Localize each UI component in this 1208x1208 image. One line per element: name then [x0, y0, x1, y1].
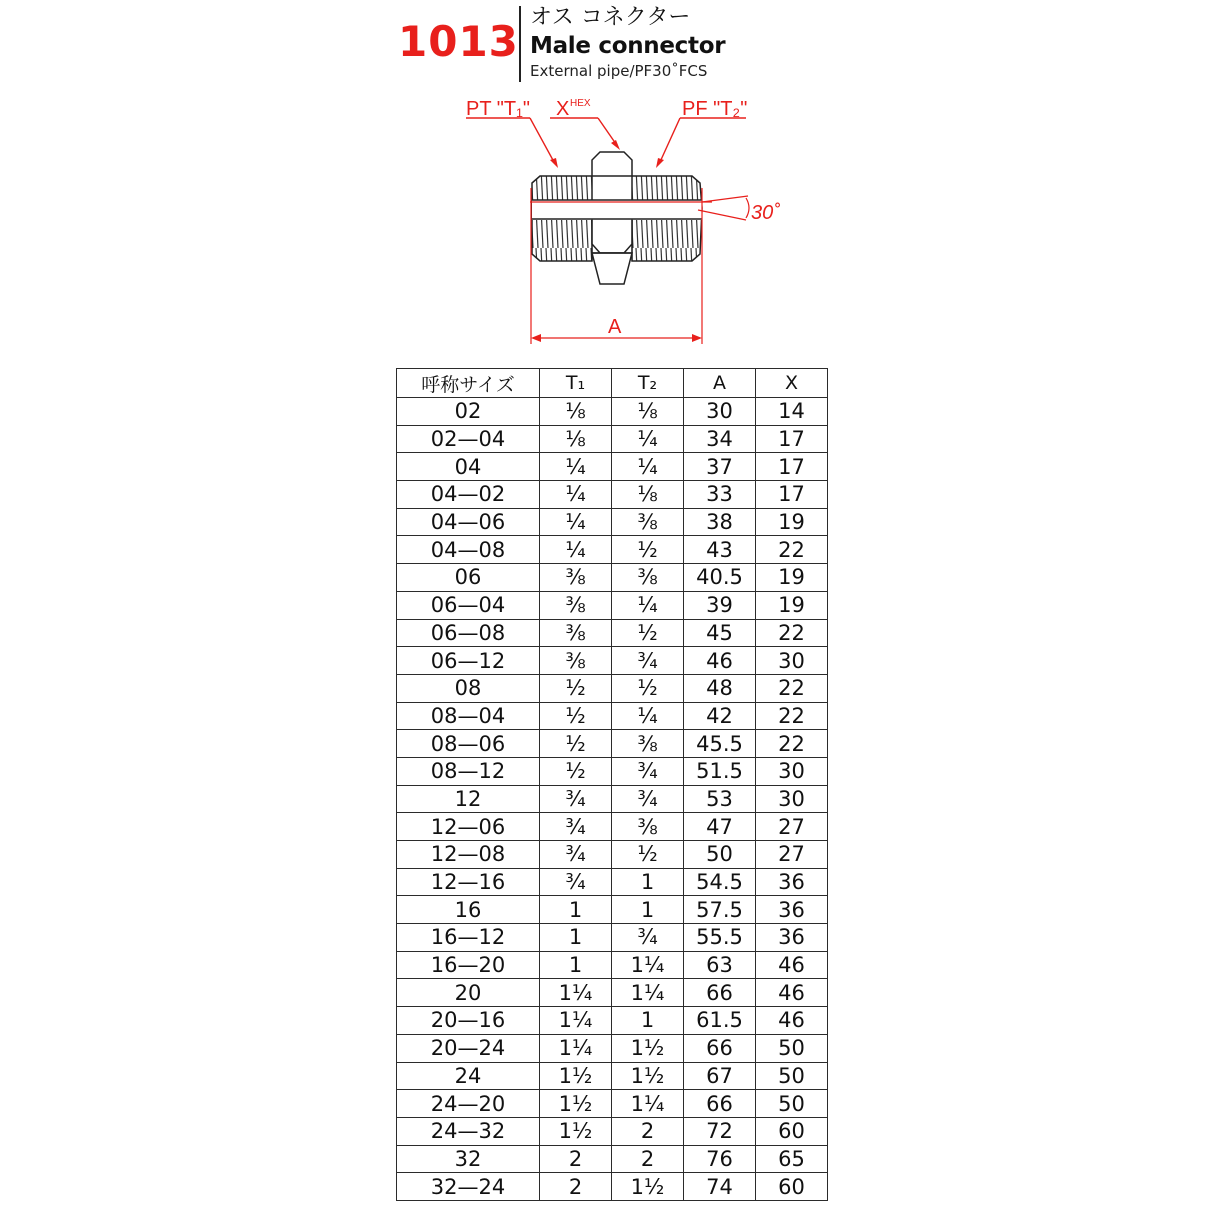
fitting-body: [532, 152, 702, 284]
a-cell: 30: [684, 398, 756, 426]
table-row: [397, 896, 828, 924]
t1-cell: ¼: [540, 536, 612, 564]
a-cell: 40.5: [684, 564, 756, 592]
size-cell: 12—08: [397, 841, 540, 869]
x-cell: 50: [756, 1034, 828, 1062]
size-cell: 32: [397, 1145, 540, 1173]
a-cell: 55.5: [684, 924, 756, 952]
t2-cell: 1: [612, 896, 684, 924]
x-cell: 60: [756, 1117, 828, 1145]
size-cell: 20: [397, 979, 540, 1007]
t1-cell: 2: [540, 1145, 612, 1173]
table-row: [397, 702, 828, 730]
column-header-t1: T₁: [540, 369, 612, 398]
hex-label: [550, 98, 620, 150]
t2-cell: 2: [612, 1145, 684, 1173]
t2-cell: ¾: [612, 757, 684, 785]
header-divider: [519, 6, 521, 82]
a-cell: 57.5: [684, 896, 756, 924]
table-row: [397, 591, 828, 619]
size-cell: 20—24: [397, 1034, 540, 1062]
t2-cell: 2: [612, 1117, 684, 1145]
table-row: [397, 868, 828, 896]
a-cell: 45: [684, 619, 756, 647]
a-cell: 66: [684, 1090, 756, 1118]
x-cell: 50: [756, 1062, 828, 1090]
t2-cell: ⅛: [612, 398, 684, 426]
t1-cell: 1¼: [540, 1034, 612, 1062]
table-row: [397, 951, 828, 979]
size-cell: 08—06: [397, 730, 540, 758]
a-cell: 34: [684, 425, 756, 453]
size-cell: 12—16: [397, 868, 540, 896]
size-cell: 02—04: [397, 425, 540, 453]
size-cell: 16: [397, 896, 540, 924]
t2-cell: ¾: [612, 924, 684, 952]
a-cell: 38: [684, 508, 756, 536]
t1-cell: ¾: [540, 868, 612, 896]
dimension-a-label: A: [608, 316, 622, 338]
t2-cell: ½: [612, 619, 684, 647]
t1-cell: ⅜: [540, 564, 612, 592]
table-row: [397, 398, 828, 426]
table-row: [397, 730, 828, 758]
title-english: Male connector: [530, 33, 726, 59]
t2-cell: ¼: [612, 702, 684, 730]
table-row: [397, 979, 828, 1007]
x-cell: 19: [756, 508, 828, 536]
size-cell: 06—08: [397, 619, 540, 647]
t2-cell: ¼: [612, 591, 684, 619]
table-row: [397, 508, 828, 536]
a-cell: 63: [684, 951, 756, 979]
size-cell: 24—20: [397, 1090, 540, 1118]
a-cell: 45.5: [684, 730, 756, 758]
x-cell: 30: [756, 757, 828, 785]
x-cell: 27: [756, 813, 828, 841]
t1-cell: ½: [540, 757, 612, 785]
t2-cell: ¾: [612, 785, 684, 813]
t1-cell: 1¼: [540, 979, 612, 1007]
size-cell: 04: [397, 453, 540, 481]
t2-cell: 1¼: [612, 1090, 684, 1118]
a-cell: 33: [684, 481, 756, 509]
size-cell: 12—06: [397, 813, 540, 841]
x-cell: 65: [756, 1145, 828, 1173]
t2-cell: 1½: [612, 1034, 684, 1062]
product-subtitle: External pipe/PF30˚FCS: [530, 62, 708, 80]
table-body: [397, 398, 828, 1201]
x-cell: 14: [756, 398, 828, 426]
x-cell: 50: [756, 1090, 828, 1118]
x-cell: 36: [756, 924, 828, 952]
x-cell: 30: [756, 647, 828, 675]
t2-cell: ¼: [612, 453, 684, 481]
t2-cell: ⅜: [612, 508, 684, 536]
x-cell: 17: [756, 481, 828, 509]
a-cell: 42: [684, 702, 756, 730]
size-cell: 06—12: [397, 647, 540, 675]
size-cell: 12: [397, 785, 540, 813]
t2-cell: ¼: [612, 425, 684, 453]
part-number: 1013: [398, 17, 519, 66]
size-cell: 16—20: [397, 951, 540, 979]
t2-cell: ⅜: [612, 564, 684, 592]
x-cell: 46: [756, 951, 828, 979]
a-cell: 46: [684, 647, 756, 675]
a-cell: 47: [684, 813, 756, 841]
size-cell: 24—32: [397, 1117, 540, 1145]
x-cell: 36: [756, 896, 828, 924]
a-cell: 53: [684, 785, 756, 813]
a-cell: 76: [684, 1145, 756, 1173]
column-header-a: A: [684, 369, 756, 398]
t2-cell: 1¼: [612, 951, 684, 979]
table-row: [397, 619, 828, 647]
x-cell: 17: [756, 425, 828, 453]
a-cell: 51.5: [684, 757, 756, 785]
t1-cell: ¼: [540, 453, 612, 481]
size-cell: 06: [397, 564, 540, 592]
t2-cell: 1¼: [612, 979, 684, 1007]
t1-cell: ¾: [540, 813, 612, 841]
table-row: [397, 647, 828, 675]
size-cell: 06—04: [397, 591, 540, 619]
table-row: [397, 841, 828, 869]
t1-cell: 2: [540, 1173, 612, 1201]
x-cell: 19: [756, 591, 828, 619]
size-cell: 08: [397, 674, 540, 702]
table-row: [397, 1173, 828, 1201]
size-cell: 32—24: [397, 1173, 540, 1201]
t1-cell: 1½: [540, 1117, 612, 1145]
t2-label: [656, 98, 747, 168]
table-row: [397, 1090, 828, 1118]
t2-cell: ⅛: [612, 481, 684, 509]
a-cell: 39: [684, 591, 756, 619]
table-row: [397, 813, 828, 841]
size-cell: 04—08: [397, 536, 540, 564]
size-cell: 04—02: [397, 481, 540, 509]
table-row: [397, 924, 828, 952]
t2-cell: ⅜: [612, 813, 684, 841]
t2-cell: 1: [612, 1007, 684, 1035]
table-row: [397, 1034, 828, 1062]
table-row: [397, 425, 828, 453]
t2-cell: ½: [612, 536, 684, 564]
column-header-size: 呼称サイズ: [397, 369, 540, 398]
svg-text:HEX: HEX: [570, 98, 591, 109]
table-row: [397, 674, 828, 702]
t1-cell: ½: [540, 730, 612, 758]
column-header-x: X: [756, 369, 828, 398]
svg-text:X: X: [556, 98, 570, 120]
t1-cell: ¼: [540, 481, 612, 509]
x-cell: 46: [756, 1007, 828, 1035]
table-row: [397, 785, 828, 813]
x-cell: 36: [756, 868, 828, 896]
t1-cell: ¼: [540, 508, 612, 536]
table-row: [397, 453, 828, 481]
x-cell: 22: [756, 730, 828, 758]
connector-drawing: [440, 88, 800, 354]
x-cell: 17: [756, 453, 828, 481]
a-cell: 66: [684, 1034, 756, 1062]
svg-text:PT "T₁": PT "T₁": [466, 98, 530, 120]
size-cell: 02: [397, 398, 540, 426]
a-cell: 54.5: [684, 868, 756, 896]
title-japanese: オス コネクター: [530, 5, 691, 30]
a-cell: 72: [684, 1117, 756, 1145]
size-cell: 20—16: [397, 1007, 540, 1035]
x-cell: 46: [756, 979, 828, 1007]
t1-cell: ⅛: [540, 425, 612, 453]
t1-cell: ½: [540, 674, 612, 702]
column-header-t2: T₂: [612, 369, 684, 398]
t1-cell: 1½: [540, 1090, 612, 1118]
taper-angle-label: 30˚: [751, 202, 780, 224]
t1-cell: ⅜: [540, 591, 612, 619]
table-row: [397, 536, 828, 564]
t1-cell: ⅜: [540, 647, 612, 675]
t1-label: [466, 98, 558, 168]
t1-cell: ⅜: [540, 619, 612, 647]
x-cell: 22: [756, 536, 828, 564]
t2-cell: 1½: [612, 1173, 684, 1201]
x-cell: 27: [756, 841, 828, 869]
x-cell: 22: [756, 674, 828, 702]
size-cell: 16—12: [397, 924, 540, 952]
a-cell: 61.5: [684, 1007, 756, 1035]
table-row: [397, 1117, 828, 1145]
a-cell: 43: [684, 536, 756, 564]
t2-cell: ½: [612, 841, 684, 869]
table-row: [397, 1007, 828, 1035]
a-cell: 37: [684, 453, 756, 481]
size-cell: 08—04: [397, 702, 540, 730]
x-cell: 22: [756, 619, 828, 647]
table-row: [397, 564, 828, 592]
t1-cell: 1: [540, 951, 612, 979]
t2-cell: ¾: [612, 647, 684, 675]
t2-cell: 1: [612, 868, 684, 896]
t1-cell: ¾: [540, 785, 612, 813]
t2-cell: ⅜: [612, 730, 684, 758]
t1-cell: ⅛: [540, 398, 612, 426]
table-row: [397, 1145, 828, 1173]
x-cell: 60: [756, 1173, 828, 1201]
size-cell: 08—12: [397, 757, 540, 785]
t1-cell: ½: [540, 702, 612, 730]
table-row: [397, 757, 828, 785]
a-cell: 74: [684, 1173, 756, 1201]
specification-table: [396, 368, 828, 1201]
table-row: [397, 481, 828, 509]
table-row: [397, 1062, 828, 1090]
a-cell: 48: [684, 674, 756, 702]
x-cell: 22: [756, 702, 828, 730]
t1-cell: ¾: [540, 841, 612, 869]
t1-cell: 1½: [540, 1062, 612, 1090]
size-cell: 24: [397, 1062, 540, 1090]
table-header-row: [397, 369, 828, 398]
t1-cell: 1¼: [540, 1007, 612, 1035]
catalog-header: [0, 0, 1208, 90]
size-cell: 04—06: [397, 508, 540, 536]
t2-cell: ½: [612, 674, 684, 702]
a-cell: 66: [684, 979, 756, 1007]
a-cell: 67: [684, 1062, 756, 1090]
svg-text:PF "T₂": PF "T₂": [682, 98, 748, 120]
t1-cell: 1: [540, 896, 612, 924]
x-cell: 19: [756, 564, 828, 592]
a-cell: 50: [684, 841, 756, 869]
x-cell: 30: [756, 785, 828, 813]
t1-cell: 1: [540, 924, 612, 952]
t2-cell: 1½: [612, 1062, 684, 1090]
